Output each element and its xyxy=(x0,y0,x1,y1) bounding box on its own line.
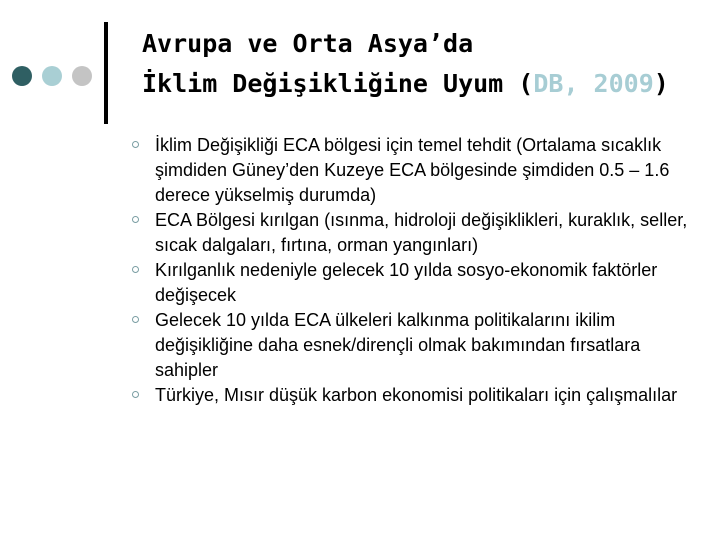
dot-dark xyxy=(12,66,32,86)
title-line-2-text: İklim Değişikliğine Uyum ( xyxy=(142,69,534,98)
hollow-circle-bullet-icon xyxy=(132,316,139,323)
hollow-circle-bullet-icon xyxy=(132,266,139,273)
bullet-text: Gelecek 10 yılda ECA ülkeleri kalkınma politikalarını ikilim değişikliğine daha esnek/dirençli olmak bakımından fırsatlara sahipler xyxy=(155,310,641,380)
title-line-2-suffix: ) xyxy=(653,69,669,98)
bullet-item xyxy=(132,308,692,383)
bullet-text: Kırılganlık nedeniyle gelecek 10 yılda sosyo-ekonomik faktörler değişecek xyxy=(155,260,658,305)
bullet-item xyxy=(132,383,692,408)
dot-light xyxy=(42,66,62,86)
bullet-item xyxy=(132,133,692,208)
title-divider xyxy=(104,22,108,124)
hollow-circle-bullet-icon xyxy=(132,216,139,223)
bullet-text: ECA Bölgesi kırılgan (ısınma, hidroloji değişiklikleri, kuraklık, seller, sıcak dalgaları, fırtına, orman yangınları) xyxy=(155,210,688,255)
hollow-circle-bullet-icon xyxy=(132,141,139,148)
slide-title xyxy=(142,24,702,104)
title-citation: DB, 2009 xyxy=(533,69,654,98)
title-line-2 xyxy=(142,64,702,104)
bullet-text: İklim Değişikliği ECA bölgesi için temel tehdit (Ortalama sıcaklık şimdiden Güney’den Kuzeye ECA bölgesinde şimdiden 0.5 – 1.6 derece yükselmiş durumda) xyxy=(155,135,670,205)
title-line-1: Avrupa ve Orta Asya’da xyxy=(142,29,474,58)
hollow-circle-bullet-icon xyxy=(132,391,139,398)
decorative-dots xyxy=(12,66,98,86)
bullet-list xyxy=(132,133,692,408)
dot-gray xyxy=(72,66,92,86)
bullet-item xyxy=(132,208,692,258)
bullet-item xyxy=(132,258,692,308)
bullet-text: Türkiye, Mısır düşük karbon ekonomisi politikaları için çalışmalılar xyxy=(155,385,678,405)
